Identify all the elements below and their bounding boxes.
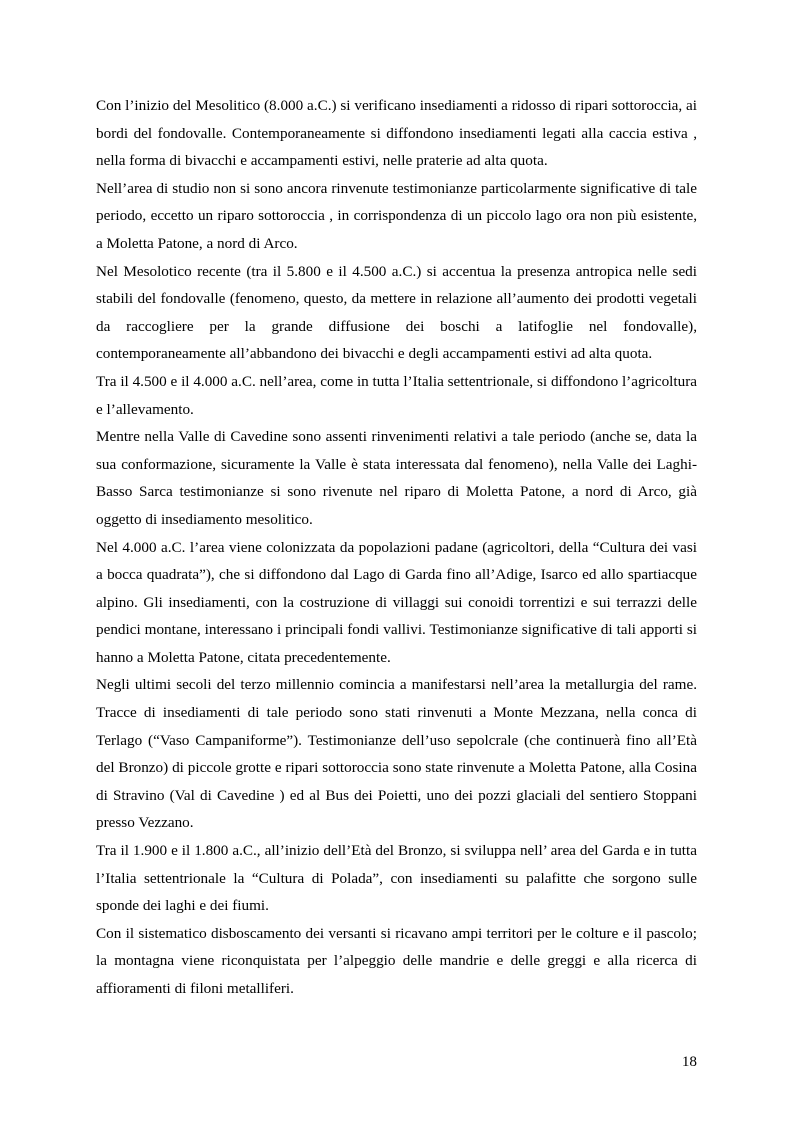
paragraph-disboscamento: Con il sistematico disboscamento dei versanti si ricavano ampi territori per le colture e il pascolo; la montagna viene riconquistata per l’alpeggio delle mandrie e delle greggi e alla ricerca di affioramenti di filoni metalliferi. bbox=[96, 924, 697, 997]
paragraph-metallurgia-rame: Negli ultimi secoli del terzo millennio comincia a manifestarsi nell’area la metallurgia del rame. Tracce di insediamenti di tale periodo sono stati rinvenuti a Monte Mezzana, nella conca di Terlago (“Vaso Campaniforme”). Testimonianze dell’uso sepolcrale (che continuerà fino all’Età del Bronzo) di piccole grotte e ripari sottoroccia sono state rinvenute a Moletta Patone, alla Cosina di Stravino (Val di Cavedine ) ed al Bus dei Poietti, uno dei pozzi glaciali del sentiero Stoppani presso Vezzano. bbox=[96, 676, 697, 832]
paragraph-valle-di-cavedine: Mentre nella Valle di Cavedine sono assenti rinvenimenti relativi a tale periodo (anche se, data la sua conformazione, sicuramente la Valle è stata interessata dal fenomeno), nella Valle dei Laghi-Basso Sarca testimonianze si sono rivenute nel riparo di Moletta Patone, a nord di Arco, già oggetto di insediamento mesolitico. bbox=[96, 428, 697, 528]
paragraph-area-di-studio: Nell’area di studio non si sono ancora rinvenute testimonianze particolarmente significative di tale periodo, eccetto un riparo sottoroccia , in corrispondenza di un piccolo lago ora non più esistente, a Moletta Patone, a nord di Arco. bbox=[96, 179, 697, 252]
page-number: 18 bbox=[681, 1053, 697, 1070]
paragraph-mesolitico-inizio: Con l’inizio del Mesolitico (8.000 a.C.) si verificano insediamenti a ridosso di ripari sottoroccia, ai bordi del fondovalle. Contemporaneamente si diffondono insediamenti legati alla caccia estiva , nella forma di bivacchi e accampamenti estivi, nelle praterie ad alta quota. bbox=[96, 97, 697, 170]
body-text bbox=[96, 92, 697, 1003]
paragraph-mesolitico-recente: Nel Mesolotico recente (tra il 5.800 e il 4.500 a.C.) si accentua la presenza antropica nelle sedi stabili del fondovalle (fenomeno, questo, da mettere in relazione all’aumento dei prodotti vegetali da raccogliere per la grande diffusione dei boschi a latifoglie nel fondovalle), contemporaneamente all’abbandono dei bivacchi e degli accampamenti estivi ad alta quota. bbox=[96, 262, 697, 363]
paragraph-agricoltura: Tra il 4.500 e il 4.000 a.C. nell’area, come in tutta l’Italia settentrionale, si diffondono l’agricoltura e l’allevamento. bbox=[96, 372, 698, 418]
paragraph-popolazioni-padane: Nel 4.000 a.C. l’area viene colonizzata da popolazioni padane (agricoltori, della “Cultura dei vasi a bocca quadrata”), che si diffondono dal Lago di Garda fino all’Adige, Isarco ed allo spartiacque alpino. Gli insediamenti, con la costruzione di villaggi sui conoidi torrentizi e sui terrazzi delle pendici montane, interessano i principali fondi vallivi. Testimonianze significative di tali apporti si hanno a Moletta Patone, citata precedentemente. bbox=[96, 538, 697, 666]
paragraph-eta-del-bronzo: Tra il 1.900 e il 1.800 a.C., all’inizio dell’Età del Bronzo, si sviluppa nell’ area del Garda e in tutta l’Italia settentrionale la “Cultura di Polada”, con insediamenti su palafitte che sorgono sulle sponde dei laghi e dei fiumi. bbox=[96, 842, 697, 915]
